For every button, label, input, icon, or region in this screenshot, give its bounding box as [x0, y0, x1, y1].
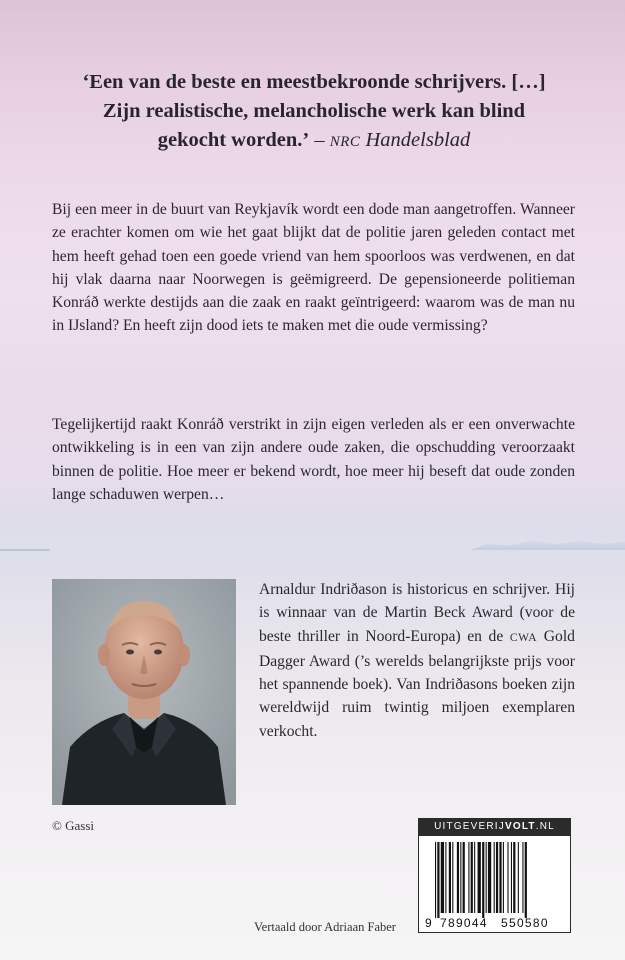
- barcode-bar: [478, 842, 481, 913]
- barcode-bar: [474, 842, 475, 913]
- quote-line-3: gekocht worden.’: [157, 129, 310, 151]
- translator-credit: Vertaald door Adriaan Faber: [254, 920, 396, 934]
- barcode-bar: [486, 842, 487, 913]
- barcode-bar: [503, 842, 504, 913]
- barcode-block: [418, 818, 571, 935]
- isbn-group-2: 550580: [501, 916, 549, 930]
- barcode-bar: [457, 842, 459, 913]
- barcode-bars: [435, 842, 527, 918]
- barcode-bar: [496, 842, 498, 913]
- barcode-bar: [468, 842, 469, 913]
- barcode-bar: [525, 842, 527, 918]
- barcode-bar: [452, 842, 453, 913]
- barcode-graphic: [419, 836, 570, 932]
- barcode-bar: [511, 842, 512, 913]
- publisher-bold: VOLT: [505, 821, 536, 832]
- barcode-bar: [494, 842, 495, 913]
- barcode-bar: [441, 842, 444, 913]
- author-name: Arnaldur Indriðason: [259, 581, 387, 598]
- photo-credit: © Gassi: [52, 818, 95, 833]
- barcode-bar: [460, 842, 461, 913]
- barcode-bar: [437, 842, 439, 918]
- quote-dash: –: [309, 129, 330, 151]
- isbn-first-digit: 9: [425, 916, 432, 930]
- barcode-bar: [482, 842, 484, 918]
- barcode-bar: [435, 842, 436, 918]
- quote-source: Handelsblad: [360, 129, 471, 151]
- barcode-bar: [507, 842, 508, 913]
- blurb-paragraph-1: Bij een meer in de buurt van Reykjavík wordt een dode man aangetroffen. Wanneer ze erachter komen om wie het gaat blijkt dat de politie jaren geleden contact met hem heeft gehad toen een goede vriend van hem spoorloos was verdwenen, en dat hij vlak daarna naar Noorwegen is geëmigreerd. De gepensioneerde politieman Konráð werkte destijds aan die zaak en raakt geïntrigeerd: waarom was de man nu in IJsland? En heeft zijn dood iets te maken met die oude vermissing?: [52, 201, 575, 335]
- barcode-bar: [522, 842, 523, 913]
- author-bio-part-1: is historicus en schrijver. Hij is winnaar van de Martin Beck Award (voor de beste thriller in Noord-Europa) en de: [259, 581, 575, 645]
- barcode-bar: [471, 842, 473, 913]
- barcode-bar: [463, 842, 465, 913]
- isbn-barcode: [418, 836, 571, 933]
- publisher-prefix: UITGEVERIJ: [434, 821, 505, 832]
- barcode-bar: [445, 842, 446, 913]
- author-bio-part-2: Gold Dagger Award (’s werelds belangrijkste prijs voor het spannende boek). Van Indriðasons boeken zijn wereldwijd ruim twintig miljoen exemplaren verkocht.: [259, 627, 575, 740]
- author-bio: [259, 578, 575, 743]
- author-photo: [52, 579, 236, 805]
- barcode-bar: [449, 842, 451, 913]
- quote-source-prefix: NRC: [329, 134, 361, 150]
- blurb-paragraph-2: Tegelijkertijd raakt Konráð verstrikt in zijn eigen verleden als er een onverwachte ontwikkeling is in een van zijn andere oude zaken, die opschudding veroorzaakt binnen de politie. Hoe meer er bekend wordt, hoe meer hij beseft dat oude zonden lange schaduwen werpen…: [52, 416, 575, 503]
- review-quote: [64, 68, 564, 157]
- quote-line-1: ‘Een van de beste en meestbekroonde schrijvers. […]: [82, 71, 546, 93]
- award-abbreviation: CWA: [509, 631, 538, 644]
- horizon-line: [0, 549, 50, 551]
- barcode-bar: [488, 842, 491, 913]
- publisher-suffix: .NL: [535, 821, 555, 832]
- barcode-bar: [513, 842, 515, 913]
- author-portrait-illustration: [52, 579, 236, 805]
- quote-line-2: Zijn realistische, melancholische werk kan blind: [102, 100, 526, 122]
- isbn-group-1: 789044: [440, 916, 488, 930]
- barcode-bar: [518, 842, 519, 913]
- barcode-bar: [499, 842, 501, 913]
- publisher-bar: [418, 818, 571, 836]
